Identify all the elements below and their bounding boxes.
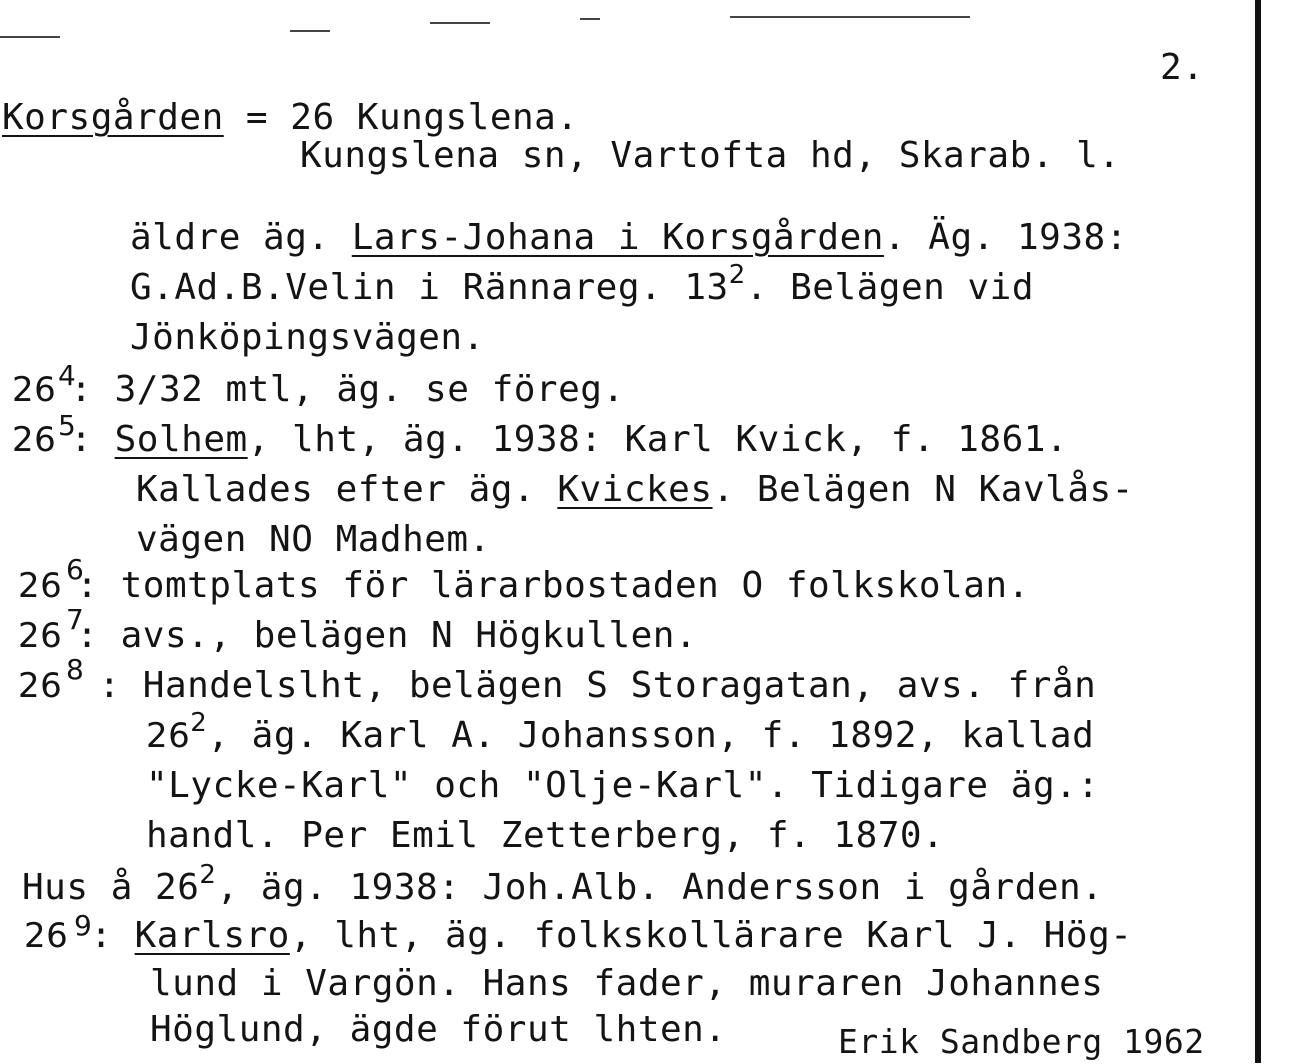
entry-text: :: [70, 419, 115, 460]
hus-entry: [22, 860, 1104, 913]
entry-text: : Handelslht, belägen S Storagatan, avs. från: [76, 665, 1097, 706]
entry-26-6: [18, 553, 1030, 608]
entry-text: , lht, äg. folkskollärare Karl J. Hög-: [289, 915, 1133, 956]
entry-line: lund i Vargön. Hans fader, muraren Johannes: [150, 963, 1104, 1004]
entry-line: [146, 708, 1095, 761]
scan-speck: [580, 18, 600, 20]
parcel-number: 26: [24, 916, 69, 956]
entry-text: Kallades efter äg.: [136, 469, 558, 510]
parcel-superscript: 9: [74, 909, 93, 942]
card-edge: [1255, 0, 1261, 1063]
parcel-superscript: 4: [58, 359, 77, 392]
entry-text: . Belägen vid: [745, 267, 1035, 308]
page-number: 2.: [1160, 47, 1205, 88]
entry-line: Höglund, ägde förut lhten.: [150, 1009, 727, 1050]
entry-line: vägen NO Madhem.: [136, 519, 491, 560]
entry-text: 26: [146, 716, 191, 756]
entry-text: G.Ad.B.Velin i Rännareg. 13: [130, 267, 729, 308]
heading-rest: = 26 Kungslena.: [223, 97, 579, 138]
scan-speck: [290, 30, 330, 32]
entry-text: äldre äg.: [130, 217, 352, 258]
entry-26-9: [24, 909, 1133, 958]
superscript: 2: [199, 860, 217, 890]
place-name: Karlsro: [134, 915, 290, 956]
entry-line: [130, 260, 1035, 313]
superscript: 2: [190, 708, 208, 738]
entry-26-4: [12, 359, 625, 412]
entry-text: . Äg. 1938:: [883, 217, 1128, 258]
entry-text: , lht, äg. 1938: Karl Kvick, f. 1861.: [247, 419, 1069, 460]
entry-text: . Belägen N Kavlås-: [712, 469, 1134, 510]
parcel-number: 26: [18, 616, 63, 656]
parcel-superscript: 6: [66, 553, 85, 586]
entry-line: [136, 468, 1134, 512]
parcel-number: 26: [12, 370, 57, 410]
entry-text: : 3/32 mtl, äg. se föreg.: [70, 369, 625, 410]
entry-text: : avs., belägen N Högkullen.: [76, 615, 698, 656]
scan-speck: [430, 22, 490, 24]
heading-name: Korsgården: [2, 97, 224, 138]
entry-line: handl. Per Emil Zetterberg, f. 1870.: [146, 815, 945, 856]
place-name: Kvickes: [557, 469, 713, 510]
signature: Erik Sandberg 1962: [838, 1022, 1205, 1061]
scan-speck: [0, 36, 60, 38]
entry-line: "Lycke-Karl" och "Olje-Karl". Tidigare äg.:: [146, 765, 1100, 806]
entry-26-5: [12, 409, 1069, 462]
location-line: Kungslena sn, Vartofta hd, Skarab. l.: [300, 135, 1121, 176]
entry-text: :: [90, 915, 135, 956]
entry-text: , äg. Karl A. Johansson, f. 1892, kallad: [207, 715, 1095, 756]
owner-name: Lars-Johana i Korsgården: [351, 217, 884, 258]
parcel-superscript: 8: [66, 653, 85, 686]
entry-line: Jönköpingsvägen.: [130, 317, 485, 358]
parcel-superscript: 7: [66, 603, 85, 636]
entry-26-7: [18, 603, 698, 658]
entry-text: , äg. 1938: Joh.Alb. Andersson i gården.: [216, 867, 1104, 908]
parcel-number: 26: [18, 566, 63, 606]
scan-speck: [730, 16, 970, 18]
parcel-superscript: 5: [58, 409, 77, 442]
parcel-number: 26: [12, 420, 57, 460]
entry-26-8: [18, 653, 1097, 708]
entry-text: Hus å 26: [22, 867, 200, 908]
entry-line: [130, 216, 1128, 260]
parcel-number: 26: [18, 666, 63, 706]
place-name: Solhem: [114, 419, 248, 460]
entry-text: : tomtplats för lärarbostaden O folkskolan.: [76, 565, 1030, 606]
superscript: 2: [728, 260, 746, 290]
